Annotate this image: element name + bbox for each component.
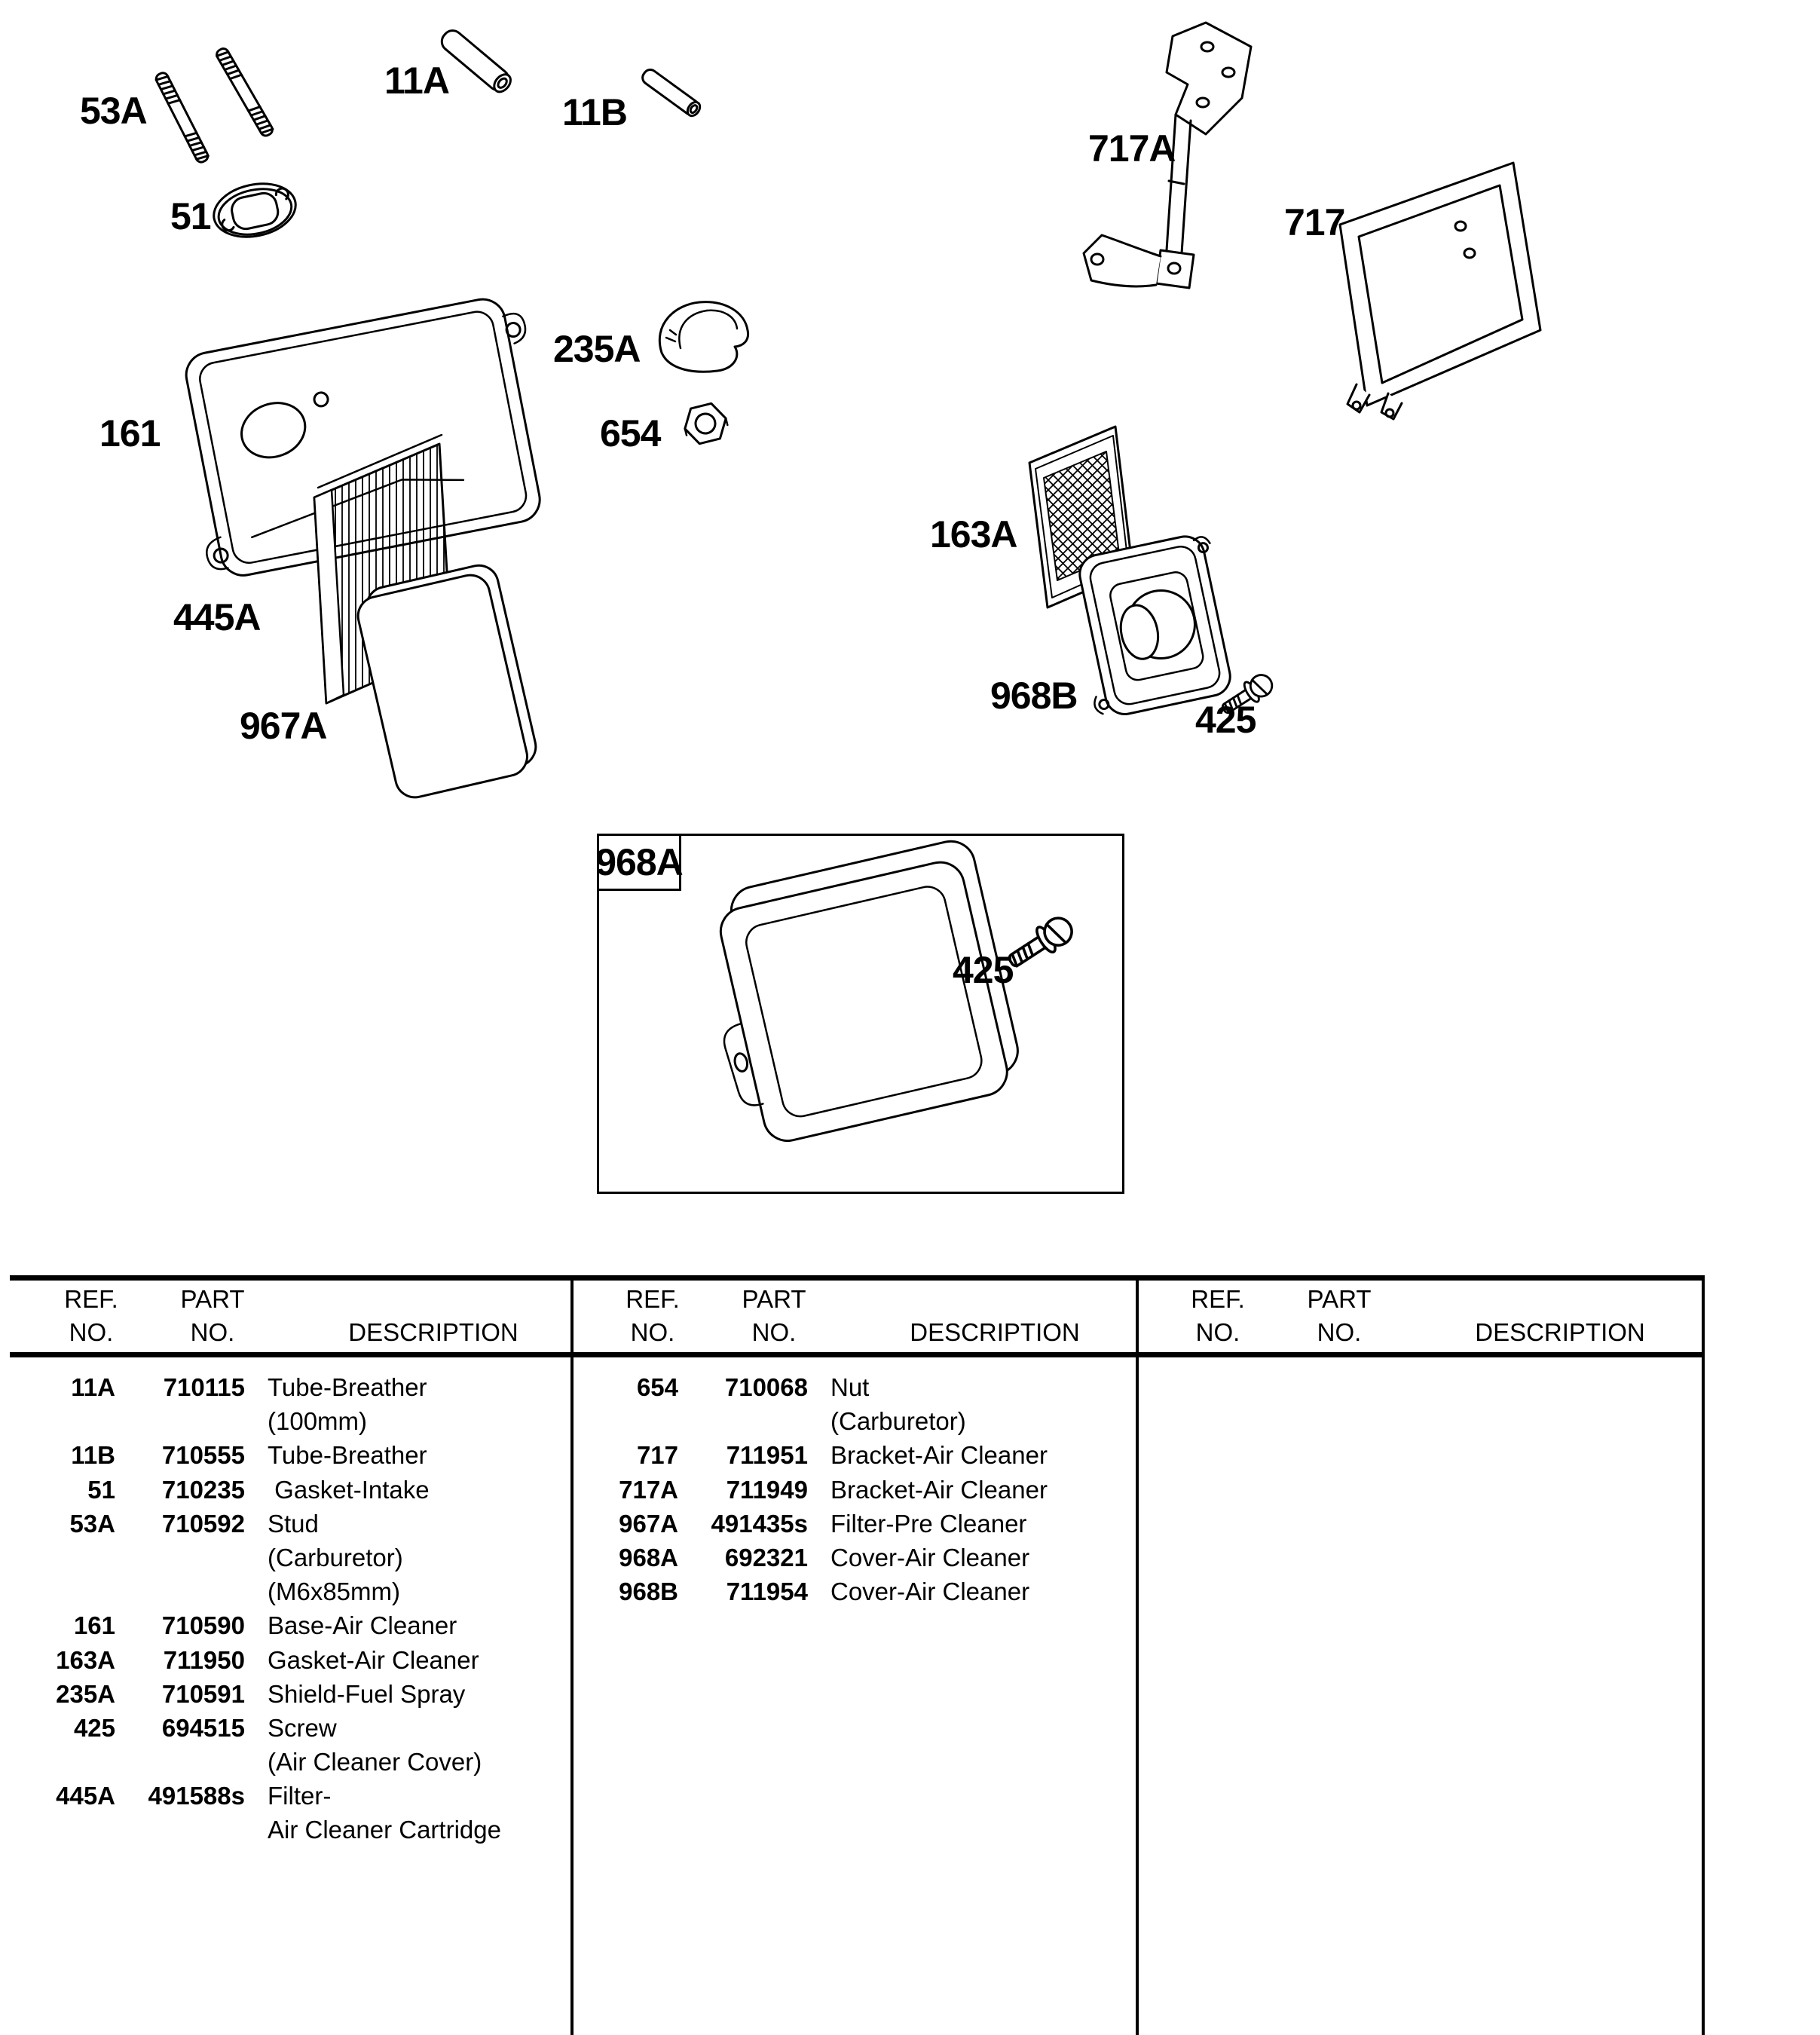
description-cell: (100mm) <box>268 1407 368 1436</box>
table-row <box>573 1438 1136 1472</box>
table-row <box>573 1541 1136 1574</box>
description-cell: Cover-Air Cleaner <box>830 1543 1030 1571</box>
table-row <box>10 1677 574 1711</box>
ref-no-cell: 717 <box>636 1441 678 1470</box>
part-no-cell: 710555 <box>161 1441 245 1470</box>
table-row <box>10 1370 574 1404</box>
table-row <box>573 1370 1136 1404</box>
part-no-cell: 711949 <box>726 1475 808 1504</box>
table-header-separator <box>10 1352 1705 1357</box>
part-label-717A: 717A <box>1088 127 1176 170</box>
table-row <box>10 1608 574 1642</box>
description-cell: Screw <box>268 1713 337 1742</box>
ref-no-cell: 968B <box>619 1578 678 1606</box>
description-cell: (M6x85mm) <box>268 1578 401 1606</box>
part-no-cell: 694515 <box>161 1713 245 1742</box>
part-label-161: 161 <box>99 412 161 454</box>
table-row <box>10 1404 574 1438</box>
ref-no-cell: 654 <box>636 1373 678 1401</box>
table-column-2 <box>573 1370 1136 1608</box>
ref-no-cell: 11A <box>71 1373 115 1401</box>
pre-cleaner-pad-icon <box>353 562 542 801</box>
air-cleaner-bracket-icon <box>1340 163 1540 419</box>
ref-no-cell: 163A <box>56 1645 115 1674</box>
table-row <box>10 1711 574 1745</box>
part-no-cell: 711950 <box>163 1645 245 1674</box>
ref-no-cell: 445A <box>56 1782 115 1810</box>
part-no-cell: 710590 <box>161 1611 245 1640</box>
description-cell: Base-Air Cleaner <box>268 1611 457 1640</box>
description-cell: Bracket-Air Cleaner <box>830 1475 1048 1504</box>
ref-no-cell: 425 <box>73 1713 115 1742</box>
part-label-445A: 445A <box>173 596 261 638</box>
description-cell: Gasket-Intake <box>268 1475 430 1504</box>
table-column-1 <box>10 1370 574 1847</box>
part-label-425-lower: 425 <box>953 949 1014 991</box>
ref-no-cell: 968A <box>619 1543 678 1571</box>
fuel-spray-shield-icon <box>659 302 748 372</box>
breather-tube-long-icon <box>438 26 514 96</box>
description-cell: Tube-Breather <box>268 1441 427 1470</box>
part-label-717: 717 <box>1284 201 1345 243</box>
description-cell: Cover-Air Cleaner <box>830 1578 1030 1606</box>
part-label-163A: 163A <box>930 513 1017 555</box>
part-label-235A: 235A <box>553 328 641 370</box>
table-row <box>10 1541 574 1574</box>
table-top-border <box>10 1275 1705 1281</box>
part-label-51: 51 <box>170 195 211 237</box>
table-row <box>573 1404 1136 1438</box>
part-label-654: 654 <box>600 412 661 454</box>
ref-no-cell: 53A <box>69 1509 115 1538</box>
description-cell: Filter-Pre Cleaner <box>830 1509 1027 1538</box>
part-no-cell: 491435s <box>711 1509 808 1538</box>
part-no-cell: 711951 <box>726 1441 808 1470</box>
description-cell: (Carburetor) <box>268 1543 403 1571</box>
section-label-968A: 968A <box>599 836 681 891</box>
part-no-cell: 710115 <box>163 1373 245 1401</box>
ref-no-cell: 717A <box>619 1475 678 1504</box>
description-cell: Filter- <box>268 1782 332 1810</box>
description-cell: Stud <box>268 1509 319 1538</box>
table-row <box>10 1643 574 1677</box>
part-no-cell: 711954 <box>726 1578 808 1606</box>
part-label-11B: 11B <box>562 91 627 133</box>
description-cell: Shield-Fuel Spray <box>268 1679 466 1708</box>
description-cell: (Carburetor) <box>830 1407 966 1436</box>
part-label-967A: 967A <box>240 705 327 747</box>
table-row <box>10 1438 574 1472</box>
table-row <box>10 1574 574 1608</box>
description-cell: Nut <box>830 1373 870 1401</box>
table-row <box>573 1473 1136 1507</box>
ref-no-cell: 51 <box>87 1475 115 1504</box>
part-label-11A: 11A <box>384 60 449 102</box>
table-row <box>10 1813 574 1847</box>
table-row <box>10 1507 574 1541</box>
parts-catalog-page: 968A 53A 11A 11B 51 717A 717 235A 654 161 163A 445A 968B 425 967A 425 REF. NO. PART NO. DESCRIPTION REF. NO. PART NO. DESCRIPTION REF. NO. PART NO. DESCRIPTION 11A 710115 Tube-Breather (100mm) 11B 710555 Tube-Breather 51 710235 Gasket-Intake 53A 710592 Stud (Carburetor) (M6x85mm) 161 710590 Base-Air Cleaner 163A 711950 Gasket-Air Cleaner 235A 710591 Shield-Fuel Spray 425 694515 Screw (Air Cleaner Cover) 445A 491588s Filter- Air Cleaner Cartridge 654 710068 Nut (Carburetor) 717 711951 Bracket-Air Cleaner 717A 711949 Bracket-Air Cleaner 967A 491435s Filter-Pre Cleaner 968A 692321 Cover-Air Cleaner 968B 711954 Cover-Air Cleaner <box>0 0 1820 2035</box>
table-row <box>10 1745 574 1779</box>
cover-screw-icon <box>1003 912 1077 975</box>
part-label-968B: 968B <box>990 675 1078 717</box>
table-row <box>10 1473 574 1507</box>
ref-no-cell: 235A <box>56 1679 115 1708</box>
part-no-cell: 692321 <box>724 1543 808 1571</box>
table-row <box>573 1507 1136 1541</box>
stud-pair-icon <box>154 47 274 164</box>
description-cell: Bracket-Air Cleaner <box>830 1441 1048 1470</box>
table-right-border <box>1702 1275 1705 2035</box>
ref-no-cell: 161 <box>73 1611 115 1640</box>
breather-tube-short-icon <box>640 67 702 118</box>
table-row <box>10 1779 574 1813</box>
carburetor-nut-icon <box>681 401 730 446</box>
description-cell: (Air Cleaner Cover) <box>268 1748 482 1776</box>
part-no-cell: 710592 <box>161 1509 245 1538</box>
part-no-cell: 710591 <box>161 1679 245 1708</box>
ref-no-cell: 11B <box>71 1441 115 1470</box>
description-cell: Air Cleaner Cartridge <box>268 1816 501 1844</box>
part-no-cell: 710235 <box>161 1475 245 1504</box>
part-no-cell: 491588s <box>148 1782 245 1810</box>
part-no-cell: 710068 <box>724 1373 808 1401</box>
ref-no-cell: 967A <box>619 1509 678 1538</box>
part-label-53A: 53A <box>80 90 147 132</box>
table-row <box>573 1574 1136 1608</box>
description-cell: Gasket-Air Cleaner <box>268 1645 479 1674</box>
air-cleaner-cover-b-icon <box>1064 531 1241 721</box>
air-cleaner-cover-a-icon <box>691 837 1026 1150</box>
description-cell: Tube-Breather <box>268 1373 427 1401</box>
intake-gasket-icon <box>209 176 301 243</box>
part-label-425-upper: 425 <box>1195 699 1256 741</box>
